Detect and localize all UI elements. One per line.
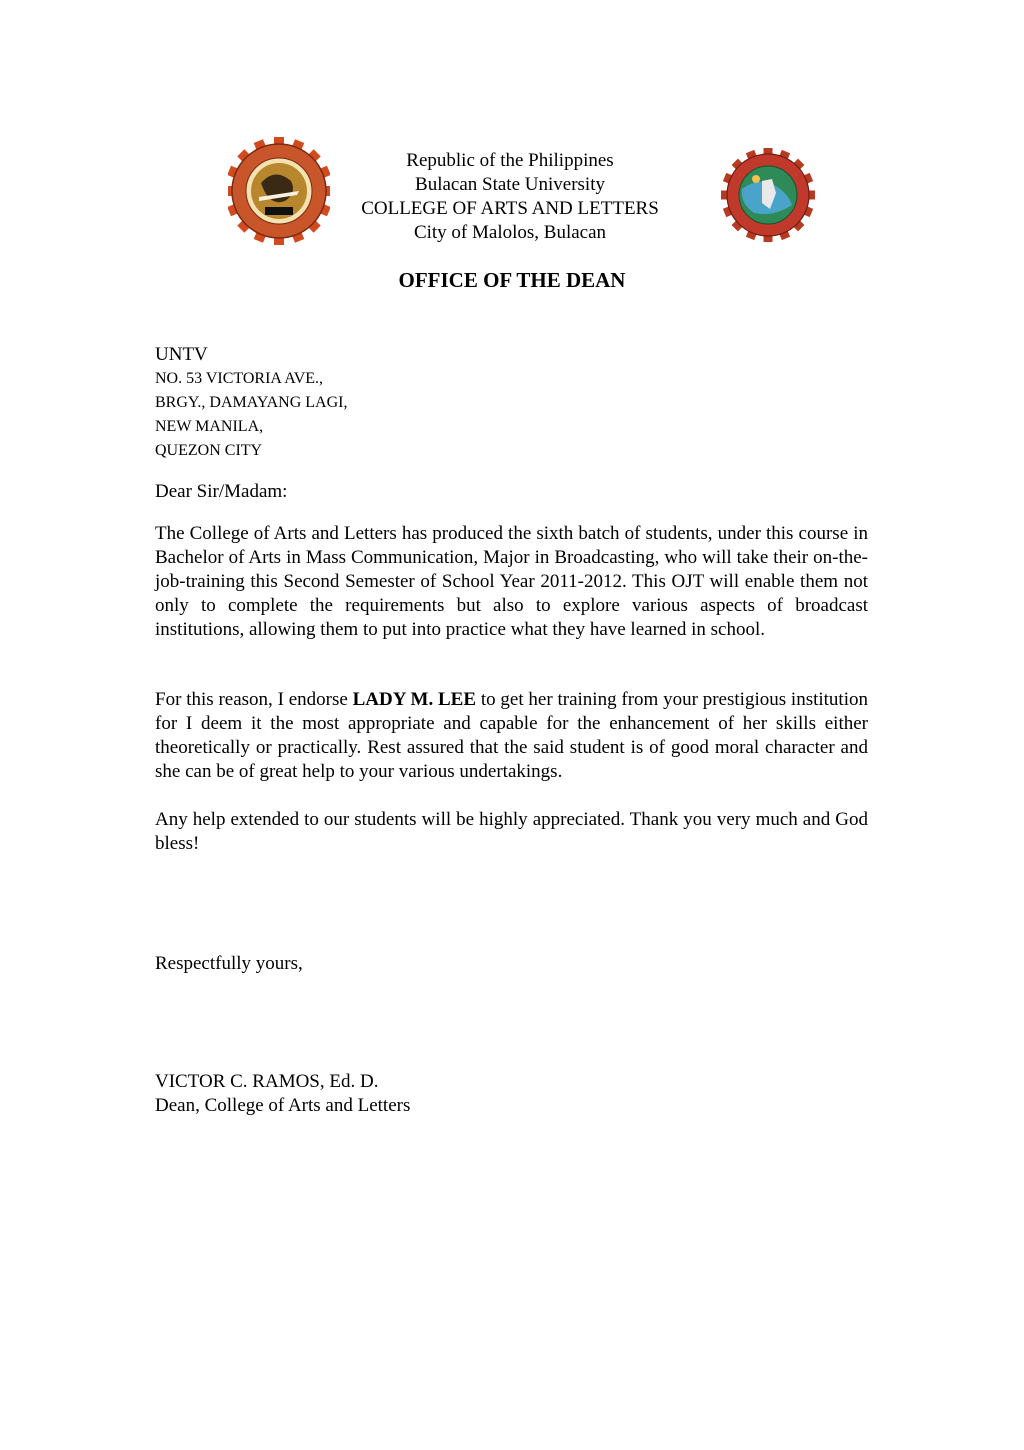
- body-paragraph-1: The College of Arts and Letters has produced the sixth batch of students, under this course in Bachelor of Arts in Mass Communication, Major in Broadcasting, who will take their on-the-job-training this Second Semester of School Year 2011-2012. This OJT will enable them not only to complete the requirements but also to explore various aspects of broadcast institutions, allowing them to put into practice what they have learned in school.: [155, 523, 868, 640]
- header-university: Bulacan State University: [415, 174, 605, 195]
- recipient-address-block: [155, 343, 347, 463]
- college-of-arts-and-letters-seal-icon: [720, 147, 816, 243]
- endorse-rest: to get her training from your prestigious institution for I deem it the most appropriate and capable for the enhancement of her skills either theoretically or practically. Rest assured that the said student is of good moral character and she can be of great help to your various undertakings.: [155, 689, 868, 782]
- signatory-name: VICTOR C. RAMOS, Ed. D.: [155, 1071, 379, 1092]
- body-paragraph-2: [155, 688, 868, 784]
- address-line: NO. 53 VICTORIA AVE.,: [155, 370, 324, 387]
- header-city: City of Malolos, Bulacan: [413, 222, 607, 243]
- header-college: COLLEGE OF ARTS AND LETTERS: [361, 198, 659, 219]
- address-line: NEW MANILA,: [155, 418, 264, 435]
- address-line: BRGY., DAMAYANG LAGI,: [155, 394, 348, 411]
- body-paragraph-3: Any help extended to our students will be highly appreciated. Thank you very much and God bless!: [155, 809, 868, 854]
- student-name: LADY M. LEE: [352, 689, 477, 710]
- salutation: Dear Sir/Madam:: [155, 481, 288, 502]
- endorse-text: For this reason, I endorse: [155, 689, 353, 710]
- office-title: OFFICE OF THE DEAN: [398, 268, 626, 292]
- address-line: QUEZON CITY: [155, 442, 263, 459]
- letterhead: [300, 149, 720, 245]
- recipient-name: UNTV: [155, 344, 208, 365]
- signature-block: [155, 1070, 410, 1118]
- complimentary-close: Respectfully yours,: [155, 953, 303, 974]
- signatory-title: Dean, College of Arts and Letters: [155, 1095, 411, 1116]
- header-republic: Republic of the Philippines: [406, 150, 614, 171]
